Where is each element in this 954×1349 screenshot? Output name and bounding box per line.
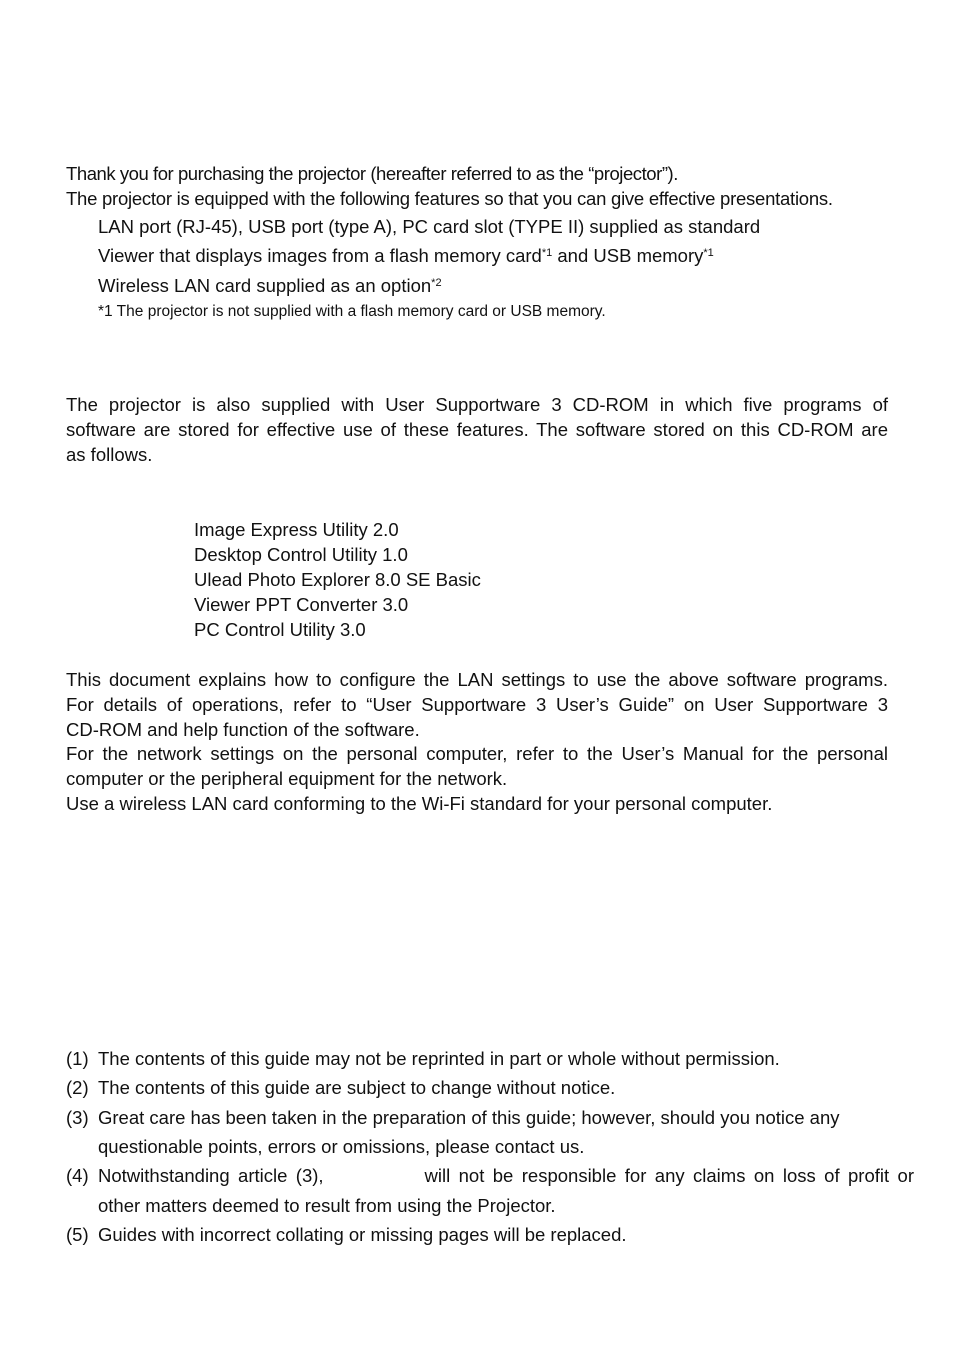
software-intro-line: software are stored for effective use of these features. The software stored on this CD-ROM are: [66, 419, 888, 440]
footnote-marker: *2: [431, 277, 442, 289]
feature-item: [98, 273, 442, 298]
note-number: (1): [66, 1048, 89, 1069]
explanation-line: computer or the peripheral equipment for the network.: [66, 768, 508, 789]
footnote: *1 The projector is not supplied with a flash memory card or USB memory.: [98, 303, 606, 320]
software-item: Viewer PPT Converter 3.0: [194, 594, 409, 615]
intro-line-1: Thank you for purchasing the projector (hereafter referred to as the “projector”).: [66, 163, 678, 184]
note-text: questionable points, errors or omissions, please contact us.: [98, 1136, 585, 1157]
feature-text: Wireless LAN card supplied as an option: [98, 275, 432, 296]
note-text: The contents of this guide are subject to change without notice.: [98, 1077, 616, 1098]
software-item: Ulead Photo Explorer 8.0 SE Basic: [194, 569, 481, 590]
software-intro-line: as follows.: [66, 444, 153, 465]
software-intro-line: The projector is also supplied with User Supportware 3 CD-ROM in which five programs of: [66, 394, 888, 415]
footnote-marker: *1: [703, 247, 714, 259]
note-number: (3): [66, 1107, 89, 1128]
feature-text: Viewer that displays images from a flash memory card: [98, 245, 542, 266]
explanation-line: For details of operations, refer to “User Supportware 3 User’s Guide” on User Supportware 3: [66, 694, 888, 715]
note-number: (2): [66, 1077, 89, 1098]
feature-text: LAN port (RJ-45), USB port (type A), PC card slot (TYPE II) supplied as standard: [98, 216, 761, 237]
note-text: Great care has been taken in the preparation of this guide; however, should you notice any: [98, 1107, 840, 1128]
feature-item: [98, 214, 760, 239]
note-text: Notwithstanding article (3), will not be responsible for any claims on loss of profit or: [98, 1165, 914, 1186]
explanation-line: This document explains how to configure the LAN settings to use the above software programs.: [66, 669, 888, 690]
note-text: Guides with incorrect collating or missing pages will be replaced.: [98, 1224, 627, 1245]
explanation-line: For the network settings on the personal computer, refer to the User’s Manual for the personal: [66, 743, 888, 764]
note-number: (5): [66, 1224, 89, 1245]
explanation-line: Use a wireless LAN card conforming to the Wi-Fi standard for your personal computer.: [66, 793, 773, 814]
feature-text: and USB memory: [552, 245, 704, 266]
note-number: (4): [66, 1165, 89, 1186]
footnote-marker: *1: [541, 247, 553, 259]
software-item: Image Express Utility 2.0: [194, 519, 399, 540]
software-item: PC Control Utility 3.0: [194, 619, 366, 640]
intro-line-2: The projector is equipped with the following features so that you can give effective presentations.: [66, 188, 833, 209]
explanation-line: CD-ROM and help function of the software.: [66, 719, 420, 740]
note-text: The contents of this guide may not be reprinted in part or whole without permission.: [98, 1048, 780, 1069]
note-text: other matters deemed to result from using the Projector.: [98, 1195, 556, 1216]
software-item: Desktop Control Utility 1.0: [194, 544, 408, 565]
feature-item: [98, 243, 714, 268]
